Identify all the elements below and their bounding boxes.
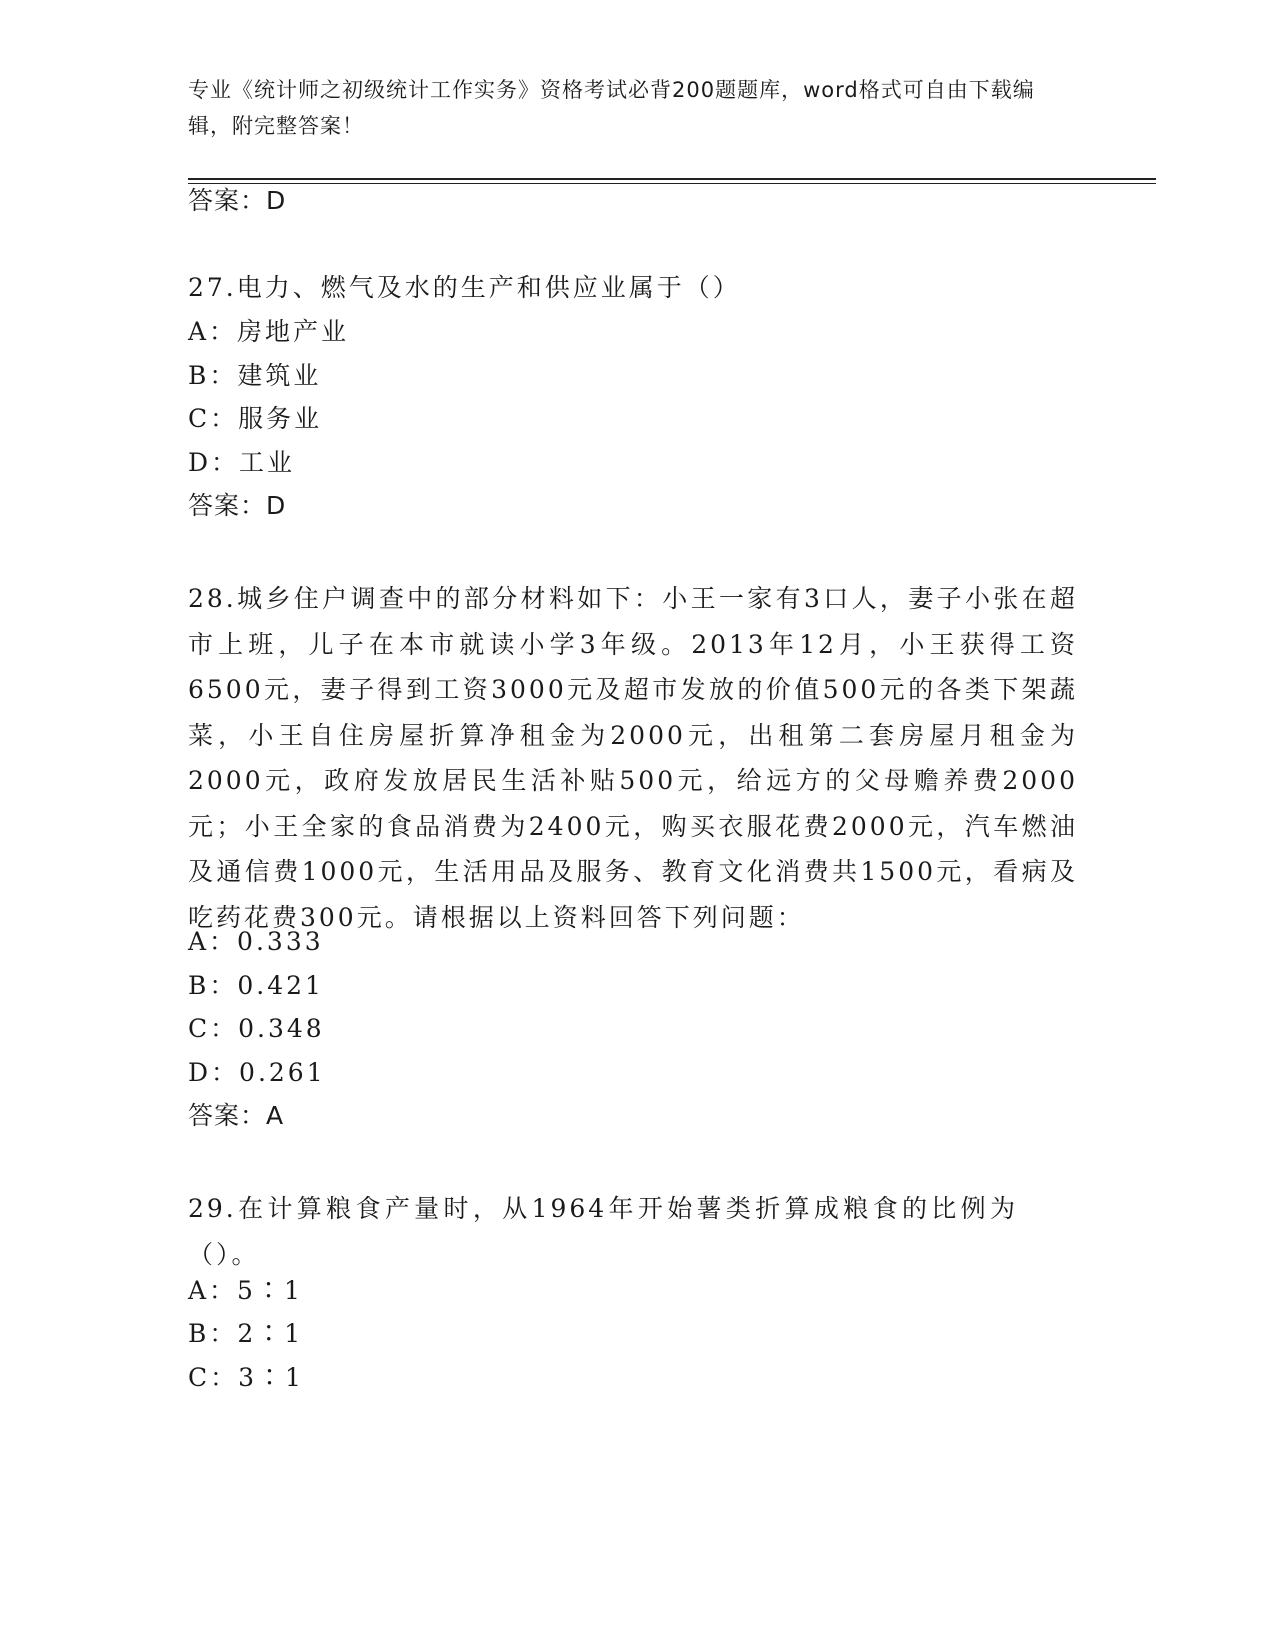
question-27-answer: 答案：D — [188, 491, 287, 520]
question-28-option-b: B：0.421 — [188, 971, 324, 1000]
question-29-option-c: C：3∶1 — [188, 1363, 304, 1392]
question-28-option-d: D：0.261 — [188, 1058, 326, 1087]
prev-answer: 答案：D — [188, 186, 287, 215]
question-28-answer: 答案：A — [188, 1101, 285, 1130]
header-divider — [188, 178, 1156, 180]
question-28-option-c: C：0.348 — [188, 1014, 325, 1043]
question-27-option-c: C：服务业 — [188, 404, 323, 433]
question-29-option-a: A：5∶1 — [188, 1276, 303, 1305]
question-27-option-a: A：房地产业 — [188, 317, 350, 346]
question-28-text: 28.城乡住户调查中的部分材料如下：小王一家有3口人，妻子小张在超市上班，儿子在本市就读小学3年级。2013年12月，小王获得工资6500元，妻子得到工资3000元及超市发放的价值500元的各类下架蔬菜，小王自住房屋折算净租金为2000元，出租第二套房屋月租金为2000元，政府发放居民生活补贴500元，给远方的父母赡养费2000元；小王全家的食品消费为2400元，购买衣服花费2000元，汽车燃油及通信费1000元，生活用品及服务、教育文化消费共1500元，看病及吃药花费300元。请根据以上资料回答下列问题： — [188, 584, 1078, 932]
question-29-option-b: B：2∶1 — [188, 1319, 304, 1348]
header-divider-thin — [188, 183, 1156, 184]
question-27-text: 27.电力、燃气及水的生产和供应业属于（） — [188, 273, 741, 302]
question-28-option-a: A：0.333 — [188, 927, 324, 956]
document-header: 专业《统计师之初级统计工作实务》资格考试必背200题题库，word格式可自由下载编辑，附完整答案！ — [188, 78, 1035, 138]
question-29-text: 29.在计算粮食产量时，从1964年开始薯类折算成粮食的比例为（）。 — [188, 1194, 1018, 1269]
question-27-option-d: D：工业 — [188, 448, 296, 477]
question-27-option-b: B：建筑业 — [188, 361, 322, 390]
